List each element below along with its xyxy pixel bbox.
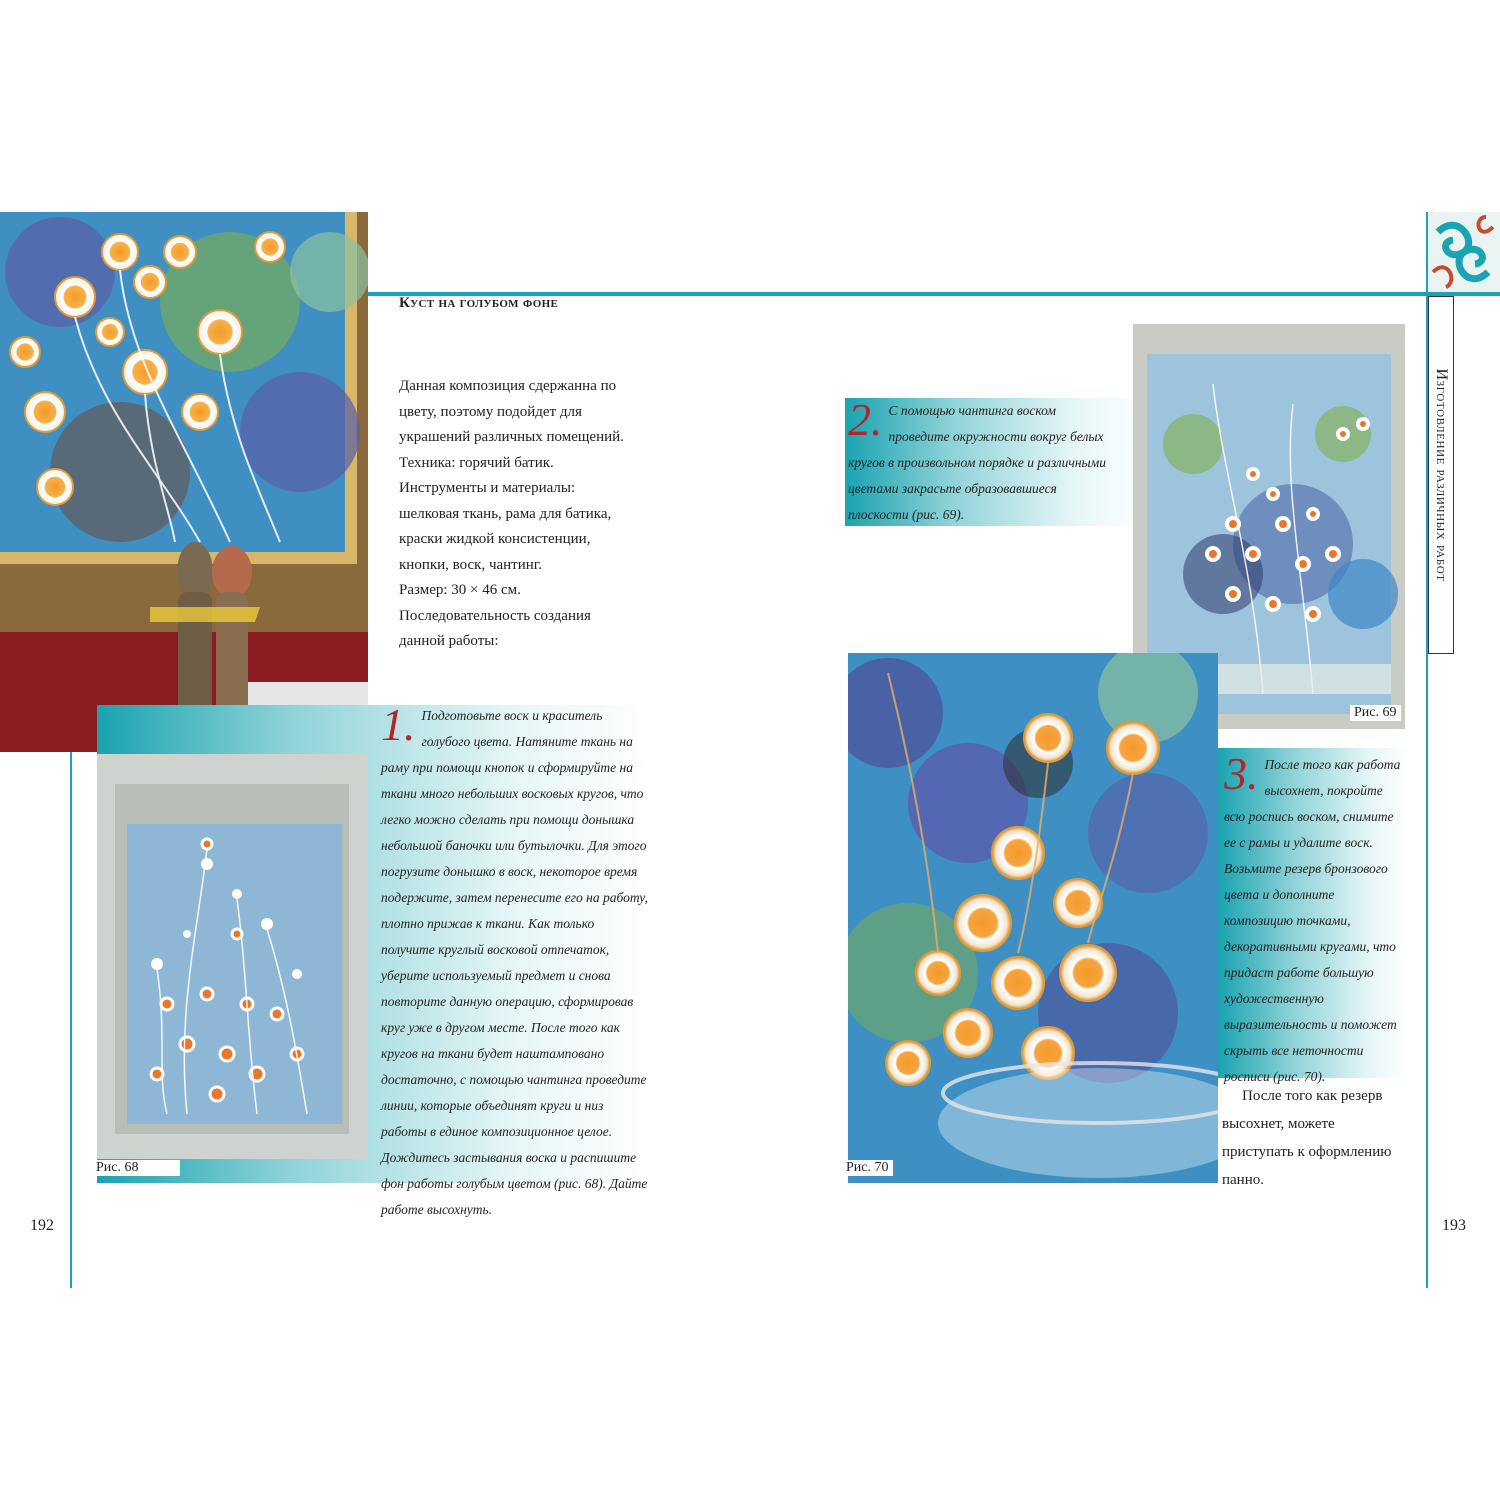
page-number-right: 193 [1442, 1217, 1466, 1234]
step2-body: С помощью чантинга воском проведите окружности вокруг белых кругов в произвольном порядке и различными цветами закрасьте образовавшиеся плоскости (рис. 69). [848, 403, 1107, 522]
finished-artwork-photo [0, 212, 368, 752]
decorative-corner-ornament [1428, 212, 1500, 292]
chapter-side-label [1428, 296, 1454, 654]
step2-text [848, 394, 1108, 528]
step1-text [381, 699, 651, 1223]
fig70-caption: Рис. 70 [842, 1160, 893, 1176]
left-margin-rule [70, 752, 72, 1288]
step3-text [1224, 748, 1404, 1090]
intro-paragraph: Инструменты и материалы: шелковая ткань, рама для батика, краски жидкой консистенции, кнопки, воск, чантинг. [399, 480, 612, 573]
step3-body: После того как работа высохнет, покройте всю роспись воском, снимите ее с рамы и удалите воск. Возьмите резерв бронзового цвета и дополните композицию точками, декоративными кругами, что придаст работе большую художественную выразительность и поможет скрыть все неточности росписи (рис. 70). [1224, 757, 1401, 1084]
intro-paragraph: Последовательность создания данной работы: [399, 607, 591, 649]
intro-paragraph: Техника: горячий батик. [399, 454, 554, 471]
chapter-side-label-text: Изготовление различных работ [1433, 368, 1450, 582]
intro-paragraph: Размер: 30 × 46 см. [399, 582, 521, 598]
step1-number: 1. [381, 699, 416, 750]
fig68-photo [97, 754, 367, 1159]
page-number-left: 192 [30, 1217, 54, 1234]
intro-text [399, 374, 639, 655]
intro-paragraph: Данная композиция сдержанна по цвету, поэтому подойдет для украшений различных помещений. [399, 378, 624, 445]
step1-body: Подготовьте воск и краситель голубого цвета. Натяните ткань на раму при помощи кнопок и сформируйте на ткани много небольших восковых кругов, что легко можно сделать при помощи донышка небольшой баночки или бутылочки. Для этого погрузите донышко в воск, некоторое время подержите, затем перенесите его на работу, плотно прижав к ткани. Как только получите круглый восковой отпечаток, уберите используемый предмет и снова повторите данную операцию, сформировав круг уже в другом месте. После того как кругов на ткани будет наштамповано достаточно, с помощью чантинга проведите линии, которые объединят круги и низ работы в единое композиционное целое. Дождитесь застывания воска и распишите фон работы голубым цветом (рис. 68). Дайте работе высохнуть. [381, 708, 648, 1217]
fig69-caption: Рис. 69 [1350, 705, 1401, 721]
step2-number: 2. [848, 394, 883, 445]
closing-paragraph: После того как резерв высохнет, можете приступать к оформлению панно. [1222, 1088, 1392, 1188]
fig70-photo [848, 653, 1218, 1183]
section-title: Куст на голубом фоне [399, 295, 559, 311]
step3-number: 3. [1224, 748, 1259, 799]
closing-text [1222, 1082, 1407, 1194]
fig68-caption: Рис. 68 [92, 1160, 180, 1176]
